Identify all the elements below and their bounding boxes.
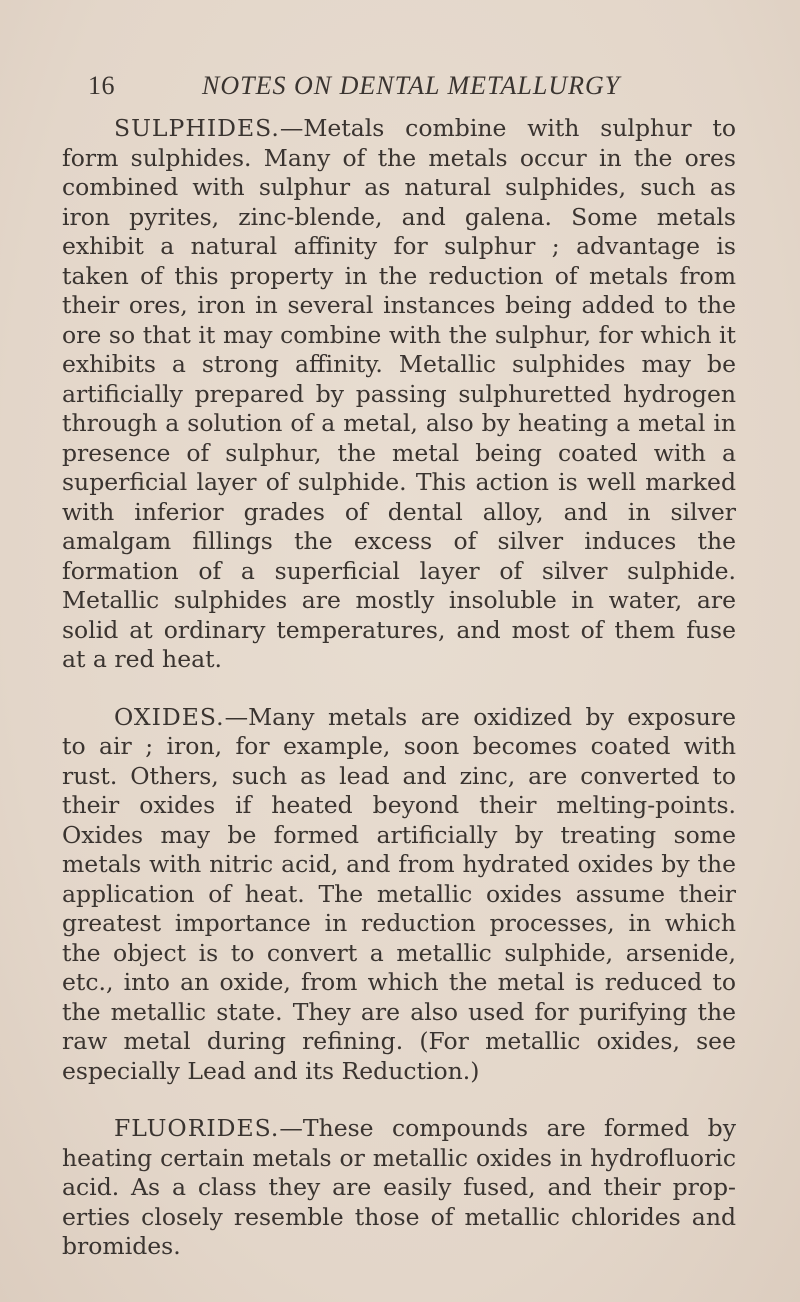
running-title: NOTES ON DENTAL METALLURGY	[202, 71, 621, 100]
paragraph-oxides	[62, 703, 736, 1087]
section-heading-oxides: OXIDES.	[114, 702, 225, 731]
section-heading-sulphides: SULPHIDES.	[114, 114, 280, 142]
paragraph-text-fluorides: —These compounds are formed by heating certain metals or metallic oxides in hydrofluoric acid. As a class they are easily fused, and their prop-erties closely resemble those of metallic chlorides and bromides.	[62, 1114, 736, 1260]
paragraph-sulphides	[62, 114, 736, 675]
body-text	[62, 114, 736, 1290]
paragraph-text-oxides: —Many metals are oxidized by exposure to air ; iron, for example, soon becomes coated with rust. Others, such as lead and zinc, are converted to their oxides if heated beyond their melting-points. Oxides may be formed artificially by treating some metals with nitric acid, and from hydrated oxides by the application of heat. The metallic oxides assume their greatest importance in reduction processes, in which the object is to convert a metallic sulphide, arsenide, etc., into an oxide, from which the metal is reduced to the metallic state. They are also used for purifying the raw metal during refining. (For metallic oxides, see especially Lead and its Reduction.)	[62, 702, 736, 1085]
paragraph-fluorides	[62, 1114, 736, 1262]
page-header	[88, 66, 648, 106]
paragraph-text-sulphides: —Metals combine with sulphur to form sulphides. Many of the metals occur in the ores combined with sulphur as natural sulphides, such as iron pyrites, zinc-blende, and galena. Some metals exhibit a natural affinity for sulphur ; advantage is taken of this property in the reduction of metals from their ores, iron in several instances being added to the ore so that it may combine with the sulphur, for which it exhibits a strong affinity. Metallic sulphides may be artificially prepared by passing sulphuretted hydrogen through a solution of a metal, also by heating a metal in presence of sulphur, the metal being coated with a superficial layer of sulphide. This action is well marked with inferior grades of dental alloy, and in silver amalgam fillings the excess of silver induces the formation of a superficial layer of silver sulphide. Metallic sulphides are mostly insoluble in water, are solid at ordinary temperatures, and most of them fuse at a red heat.	[62, 114, 736, 673]
page-number: 16	[88, 71, 115, 100]
section-heading-fluorides: FLUORIDES.	[114, 1114, 280, 1142]
